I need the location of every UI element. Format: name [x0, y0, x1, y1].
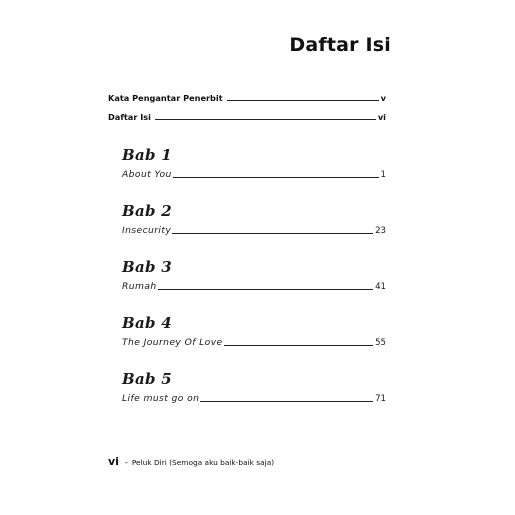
chapter-title: The Journey Of Love	[122, 337, 223, 348]
toc-entry	[122, 224, 386, 236]
toc-entry-label: Daftar Isi	[108, 112, 151, 122]
chapter-heading: Bab 3	[122, 258, 173, 276]
toc-chapter	[122, 147, 386, 180]
toc-chapter	[122, 371, 386, 404]
toc-entry-label: Kata Pengantar Penerbit	[108, 93, 223, 103]
chapter-title: About You	[122, 169, 172, 180]
dot-leader	[227, 100, 379, 101]
toc-front-row	[108, 111, 386, 122]
toc-chapter	[122, 203, 386, 236]
dot-leader	[200, 401, 373, 402]
toc-entry	[122, 392, 386, 404]
chapter-title: Insecurity	[122, 225, 172, 236]
dot-leader	[155, 119, 376, 120]
dot-leader	[158, 289, 373, 290]
chapter-title: Life must go on	[122, 393, 200, 404]
chapter-title: Rumah	[122, 281, 157, 292]
toc-chapter	[122, 315, 386, 348]
dot-leader	[172, 233, 373, 234]
toc-entry	[122, 336, 386, 348]
footer-folio: vi	[108, 455, 119, 468]
toc-page-number: 23	[375, 226, 386, 236]
chapter-heading: Bab 5	[122, 370, 173, 388]
toc-entry	[122, 280, 386, 292]
toc-entry	[122, 168, 386, 180]
page-title: Daftar Isi	[289, 34, 391, 56]
dot-leader	[224, 345, 373, 346]
toc-chapter	[122, 259, 386, 292]
chapter-heading: Bab 4	[122, 314, 173, 332]
footer-separator: -	[124, 458, 128, 467]
toc-page-number: 1	[380, 170, 386, 180]
toc-front-row	[108, 92, 386, 103]
toc-page-number: v	[380, 93, 386, 103]
dot-leader	[173, 177, 379, 178]
page-footer	[108, 455, 274, 468]
toc-page-number: 71	[375, 394, 386, 404]
footer-book-title: Peluk Diri (Semoga aku baik-baik saja)	[131, 458, 275, 467]
toc-page-number: 55	[375, 338, 386, 348]
chapter-heading: Bab 2	[122, 202, 173, 220]
chapter-heading: Bab 1	[122, 146, 173, 164]
toc-page-number: 41	[375, 282, 386, 292]
toc-page-number: vi	[377, 112, 386, 122]
